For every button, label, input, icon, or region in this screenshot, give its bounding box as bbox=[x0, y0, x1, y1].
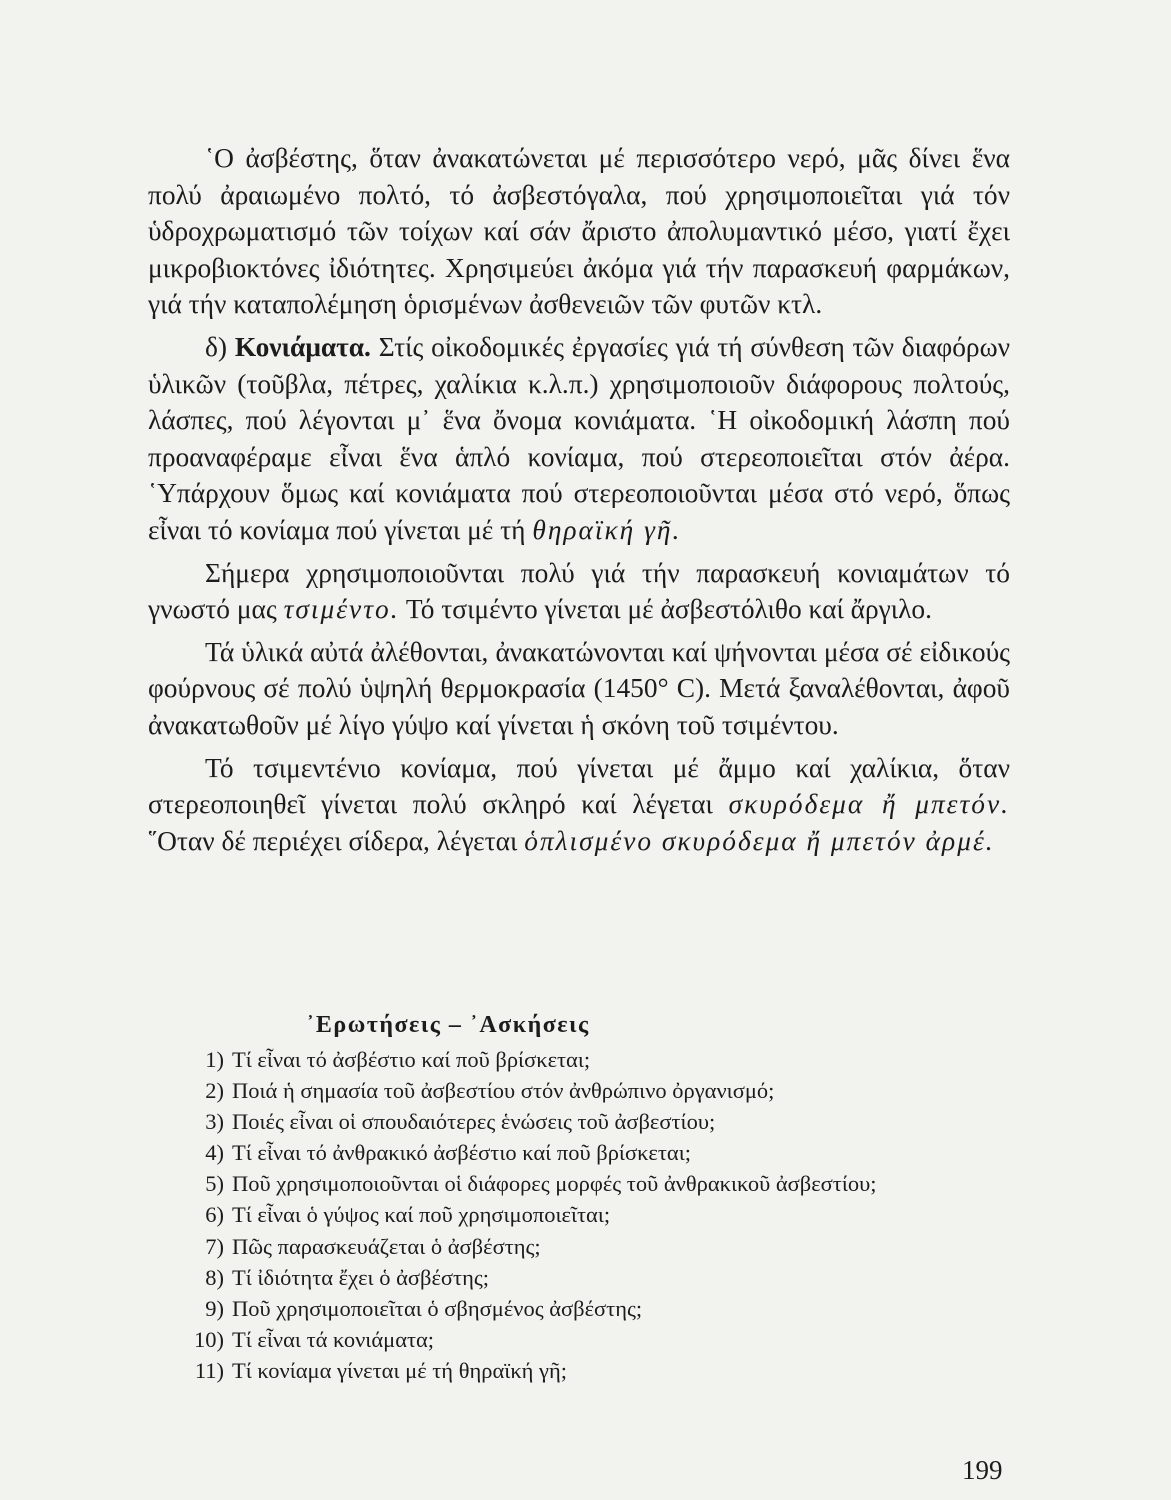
question-text: Τί εἶναι τό ἀνθρακικό ἀσβέστιο καί ποῦ βρίσκεται; bbox=[232, 1140, 692, 1166]
question-item bbox=[178, 1199, 1008, 1230]
paragraph-text: ῾Ο ἀσβέστης, ὅταν ἀνακατώνεται μέ περισσότερο νερό, μᾶς δίνει ἕνα πολύ ἀραιωμένο πολτό, τό ἀσβεστόγαλα, πού χρησιμοποιεῖται γιά τόν ὑδροχρωματισμό τῶν τοίχων καί σάν ἄριστο ἀπολυμαντικό μέσο, γιατί ἔχει μικροβιοκτόνες ἰδιότητες. Χρησιμεύει ἀκόμα γιά τήν παρασκευή φαρμάκων, γιά τήν καταπολέμηση ὁρισμένων ἀσθενειῶν τῶν φυτῶν κτλ. bbox=[148, 143, 1010, 320]
question-number: 5) bbox=[205, 1171, 224, 1197]
term-oplismeno: ὁπλισμένο σκυρόδεμα ἤ μπετόν ἀρμέ. bbox=[524, 825, 995, 856]
paragraph-text: ῞Οταν δέ περιέχει σίδερα, λέγεται bbox=[148, 825, 518, 856]
question-item bbox=[178, 1044, 1008, 1075]
page-number: 199 bbox=[962, 1455, 1003, 1485]
paragraph-text: Στίς οἰκοδομικές ἐργασίες γιά τή σύνθεση τῶν διαφόρων ὑλικῶν (τοῦβλα, πέτρες, χαλίκια κ.λ.π.) χρησιμοποιοῦν διάφορους πολτούς, λάσπες, πού λέγονται μ᾽ ἕνα ὄνομα κονιάματα. ῾Η οἰκοδομική λάσπη πού προαναφέραμε εἶναι ἕνα ἁπλό κονίαμα, πού στερεοποιεῖται στόν ἀέρα. ῾Υπάρχουν ὅμως καί κονιάματα πού στερεοποιοῦνται μέσα στό νερό, ὅπως εἶναι τό κονίαμα πού γίνεται μέ τή bbox=[148, 331, 1010, 545]
question-text: Ποῦ χρησιμοποιεῖται ὁ σβησμένος ἀσβέστης; bbox=[232, 1295, 643, 1321]
question-number: 1) bbox=[205, 1047, 224, 1072]
paragraph-lime-milk bbox=[148, 140, 1010, 323]
question-number: 9) bbox=[205, 1295, 224, 1321]
question-text: Ποῦ χρησιμοποιοῦνται οἱ διάφορες μορφές τοῦ ἀνθρακικοῦ ἀσβεστίου; bbox=[232, 1171, 877, 1197]
paragraph-mortars bbox=[148, 329, 1010, 549]
body-text bbox=[148, 140, 1010, 865]
question-item bbox=[178, 1293, 1008, 1324]
question-text: Ποιά ἡ σημασία τοῦ ἀσβεστίου στόν ἀνθρώπινο ὀργανισμό; bbox=[232, 1078, 775, 1104]
question-text: Τί εἶναι ὁ γύψος καί ποῦ χρησιμοποιεῖται; bbox=[232, 1202, 611, 1228]
paragraph-cement bbox=[148, 555, 1010, 628]
question-item bbox=[178, 1231, 1008, 1262]
paragraph-kiln bbox=[148, 634, 1010, 744]
paragraph-text: Τό τσιμεντένιο κονίαμα, πού γίνεται μέ ἄμμο καί χαλίκια, ὅταν στερεοποιηθεῖ γίνεται πολύ σκληρό καί λέγεται bbox=[148, 752, 1010, 820]
question-item bbox=[178, 1075, 1008, 1106]
question-number: 2) bbox=[205, 1078, 224, 1104]
term-tsimento: τσιμέντο. bbox=[283, 594, 400, 625]
paragraph-text: Τό τσιμέντο γίνεται μέ ἀσβεστόλιθο καί ἄργιλο. bbox=[405, 594, 932, 625]
question-text: Τί εἶναι τά κονιάματα; bbox=[232, 1326, 435, 1352]
question-number: 7) bbox=[205, 1233, 224, 1259]
question-number: 6) bbox=[205, 1202, 224, 1228]
question-item bbox=[178, 1137, 1008, 1168]
question-number: 4) bbox=[205, 1140, 224, 1166]
paragraph-text: Σήμερα χρησιμοποιοῦνται πολύ γιά τήν παρασκευή κονιαμάτων τό γνωστό μας bbox=[148, 557, 1010, 625]
questions-list bbox=[178, 1044, 1008, 1386]
question-item bbox=[178, 1262, 1008, 1293]
question-item bbox=[178, 1324, 1008, 1355]
question-item bbox=[178, 1355, 1008, 1386]
question-text: Τί εἶναι τό ἀσβέστιο καί ποῦ βρίσκεται; bbox=[232, 1047, 591, 1072]
question-text: Τί ἰδιότητα ἔχει ὁ ἀσβέστης; bbox=[232, 1264, 489, 1290]
question-number: 3) bbox=[205, 1109, 224, 1135]
question-number: 11) bbox=[194, 1357, 224, 1383]
question-item bbox=[178, 1106, 1008, 1137]
question-text: Ποιές εἶναι οἱ σπουδαιότερες ἑνώσεις τοῦ ἀσβεστίου; bbox=[232, 1109, 716, 1135]
term-thraiki-gi: θηραϊκή γῆ. bbox=[532, 514, 682, 545]
question-text: Πῶς παρασκευάζεται ὁ ἀσβέστης; bbox=[232, 1233, 541, 1259]
paragraph-text: Τά ὑλικά αὐτά ἀλέθονται, ἀνακατώνονται καί ψήνονται μέσα σέ εἰδικούς φούρνους σέ πολύ ὑψηλή θερμοκρασία (1450° C). Μετά ξαναλέθονται, ἀφοῦ ἀνακατωθοῦν μέ λίγο γύψο καί γίνεται ἡ σκόνη τοῦ τσιμέντου. bbox=[148, 636, 1010, 740]
term-skyrodema: σκυρόδεμα ἤ μπετόν. bbox=[728, 789, 1010, 820]
questions-heading: ᾽Ερωτήσεις – ᾽Ασκήσεις bbox=[306, 1012, 590, 1038]
question-number: 10) bbox=[194, 1326, 224, 1352]
section-label: δ) bbox=[205, 331, 228, 362]
section-title: Κονιάματα. bbox=[234, 331, 371, 362]
question-item bbox=[178, 1168, 1008, 1199]
question-number: 8) bbox=[205, 1264, 224, 1290]
question-text: Τί κονίαμα γίνεται μέ τή θηραϊκή γῆ; bbox=[232, 1357, 568, 1383]
paragraph-concrete bbox=[148, 750, 1010, 860]
